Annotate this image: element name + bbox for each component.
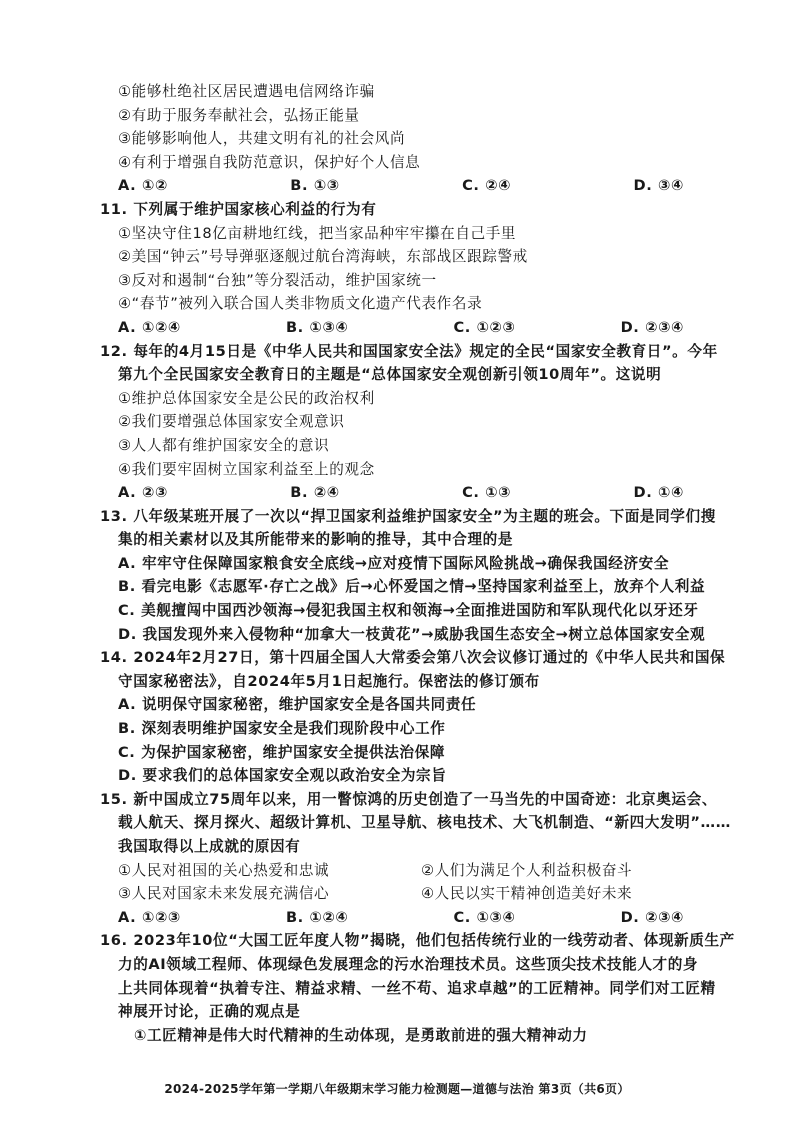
q10-choices <box>118 174 724 198</box>
q10-choice-c: C. ②④ <box>462 177 512 195</box>
q15-options-row-2 <box>118 882 724 906</box>
q12-option-3: ③人人都有维护国家安全的意识 <box>118 436 330 454</box>
q16-stem-line-1: 16. 2023年10位“大国工匠年度人物”揭晓，他们包括传统行业的一线劳动者、体现新质生产 <box>100 932 735 950</box>
q15-choice-c: C. ①③④ <box>453 908 516 926</box>
q14-option-b: B. 深刻表明维护国家安全是我们现阶段中心工作 <box>118 720 446 738</box>
page-footer: 2024-2025学年第一学期八年级期末学习能力检测题—道德与法治 第3页（共6页） <box>164 1082 630 1096</box>
q15-choice-a: A. ①②③ <box>118 908 181 926</box>
q11-choice-a: A. ①②④ <box>118 318 181 336</box>
q15-option-2: ②人们为满足个人利益积极奋斗 <box>421 861 633 879</box>
q12-choice-c: C. ①③ <box>462 484 512 502</box>
q14-option-a: A. 说明保守国家秘密，维护国家安全是各国共同责任 <box>118 696 477 714</box>
q15-option-3: ③人民对国家未来发展充满信心 <box>118 885 330 903</box>
q13-stem-line-1: 13. 八年级某班开展了一次以“捍卫国家利益维护国家安全”为主题的班会。下面是同学们搜 <box>100 507 716 525</box>
q16-stem-line-4: 神展开讨论，正确的观点是 <box>118 1003 301 1021</box>
q10-option-4: ④有利于增强自我防范意识，保护好个人信息 <box>118 153 421 171</box>
q16-option-1: ①工匠精神是伟大时代精神的生动体现，是勇敢前进的强大精神动力 <box>134 1026 588 1044</box>
q11-option-3: ③反对和遏制“台独”等分裂活动，维护国家统一 <box>118 271 437 289</box>
q11-choice-b: B. ①③④ <box>285 318 349 336</box>
q14-stem-line-2: 守国家秘密法》，自2024年5月1日起施行。保密法的修订颁布 <box>118 672 540 690</box>
q11-choice-d: D. ②③④ <box>620 318 684 336</box>
q15-stem-line-2: 载人航天、探月探火、超级计算机、卫星导航、核电技术、大飞机制造、“新四大发明”…… <box>118 814 731 832</box>
q10-choice-b: B. ①③ <box>290 177 340 195</box>
q15-stem-line-1: 15. 新中国成立75周年以来，用一瞥惊鸿的历史创造了一马当先的中国奇迹：北京奥运会、 <box>100 790 718 808</box>
q12-choices <box>118 481 724 505</box>
q11-choices <box>118 316 724 340</box>
q12-choice-d: D. ①④ <box>633 484 684 502</box>
q12-option-1: ①维护总体国家安全是公民的政治权利 <box>118 389 375 407</box>
q15-options-row-1 <box>118 859 724 883</box>
q15-stem-line-3: 我国取得以上成就的原因有 <box>118 838 301 855</box>
q10-option-3: ③能够影响他人，共建文明有礼的社会风尚 <box>118 130 406 148</box>
q11-option-2: ②美国“钟云”号导弹驱逐舰过航台湾海峡，东部战区跟踪警戒 <box>118 248 528 266</box>
q11-option-1: ①坚决守住18亿亩耕地红线，把当家品种牢牢攥在自己手里 <box>118 224 517 242</box>
q11-option-4: ④“春节”被列入联合国人类非物质文化遗产代表作名录 <box>118 295 483 313</box>
q11-choice-c: C. ①②③ <box>453 318 516 336</box>
q14-option-d: D. 要求我们的总体国家安全观以政治安全为宗旨 <box>118 767 447 785</box>
q12-choice-b: B. ②④ <box>290 484 340 502</box>
q12-stem-line-1: 12. 每年的4月15日是《中华人民共和国国家安全法》规定的全民“国家安全教育日”。今年 <box>100 342 718 360</box>
q10-choice-a: A. ①② <box>118 177 168 195</box>
q10-option-1: ①能够杜绝社区居民遭遇电信网络诈骗 <box>118 83 375 100</box>
q10-choice-d: D. ③④ <box>633 177 684 195</box>
q15-choices <box>118 906 724 930</box>
q15-option-4: ④人民以实干精神创造美好未来 <box>421 885 633 903</box>
q12-option-4: ④我们要牢固树立国家利益至上的观念 <box>118 460 375 478</box>
q13-option-d: D. 我国发现外来入侵物种“加拿大一枝黄花”→威胁我国生态安全→树立总体国家安全观 <box>118 625 706 643</box>
q16-stem-line-2: 力的AI领域工程师、体现绿色发展理念的污水治理技术员。这些顶尖技术技能人才的身 <box>118 955 699 973</box>
q13-option-c: C. 美舰擅闯中国西沙领海→侵犯我国主权和领海→全面推进国防和军队现代化以牙还牙 <box>118 602 699 620</box>
q15-choice-b: B. ①②④ <box>285 908 349 926</box>
q13-stem-line-2: 集的相关素材以及其所能带来的影响的推导，其中合理的是 <box>118 531 514 549</box>
q12-stem-line-2: 第九个全民国家安全教育日的主题是“总体国家安全观创新引领10周年”。这说明 <box>118 366 662 384</box>
q13-option-a: A. 牢牢守住保障国家粮食安全底线→应对疫情下国际风险挑战→确保我国经济安全 <box>118 554 670 572</box>
q15-option-1: ①人民对祖国的关心热爱和忠诚 <box>118 861 330 879</box>
q12-option-2: ②我们要增强总体国家安全观意识 <box>118 413 345 431</box>
q16-stem-line-3: 上共同体现着“执着专注、精益求精、一丝不苟、追求卓越”的工匠精神。同学们对工匠精 <box>118 979 716 997</box>
q15-choice-d: D. ②③④ <box>620 908 684 926</box>
q12-choice-a: A. ②③ <box>118 484 168 502</box>
q10-option-2: ②有助于服务奉献社会，弘扬正能量 <box>118 106 360 124</box>
q14-stem-line-1: 14. 2024年2月27日，第十四届全国人大常委会第八次会议修订通过的《中华人民共和国保 <box>100 649 726 667</box>
q13-option-b: B. 看完电影《志愿军·存亡之战》后→心怀爱国之情→坚持国家利益至上，放弃个人利益 <box>118 578 706 596</box>
q11-stem: 11. 下列属于维护国家核心利益的行为有 <box>100 200 377 218</box>
q14-option-c: C. 为保护国家秘密，维护国家安全提供法治保障 <box>118 743 446 761</box>
